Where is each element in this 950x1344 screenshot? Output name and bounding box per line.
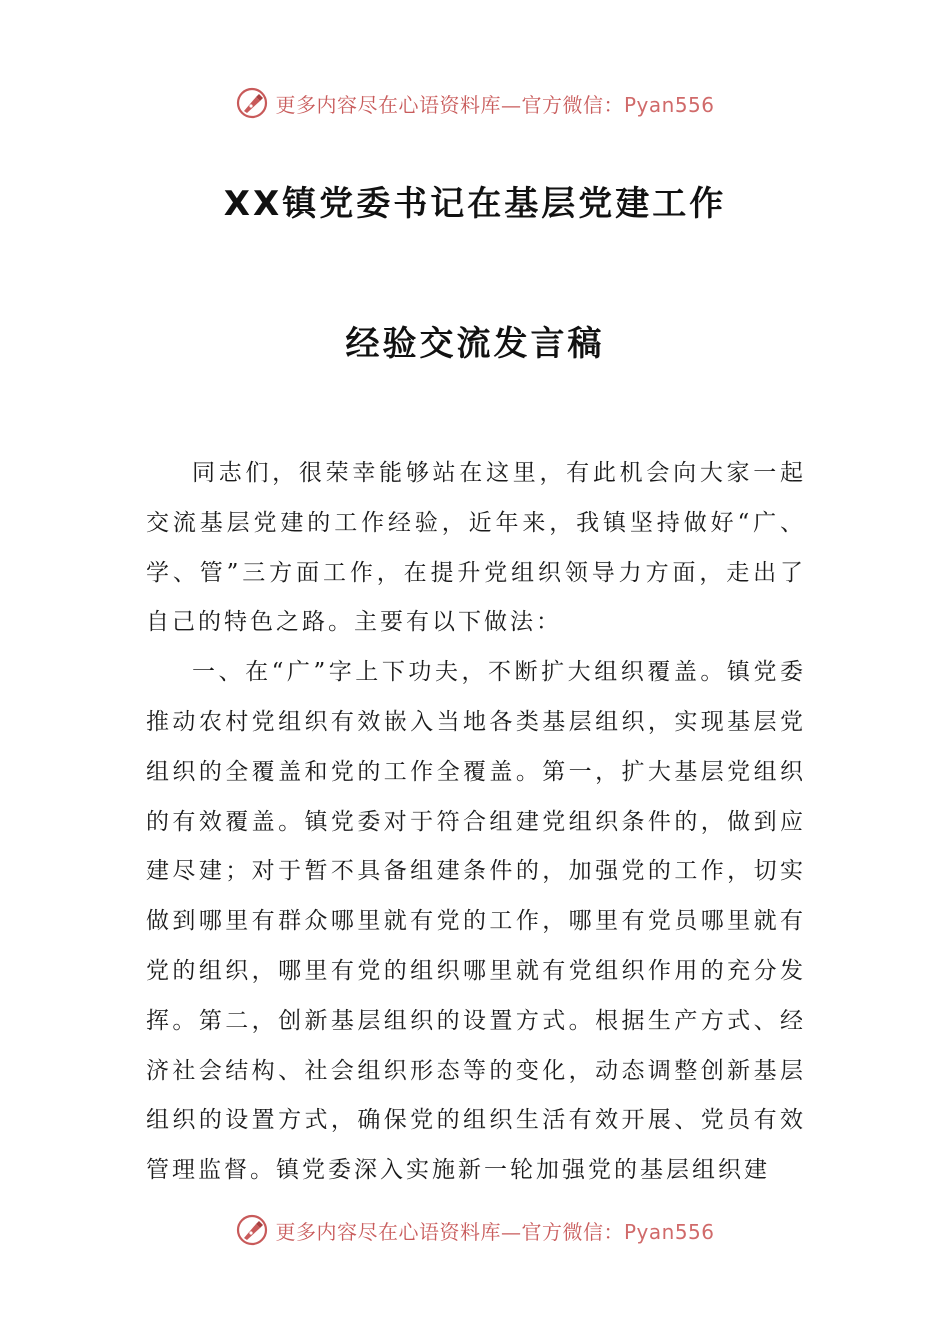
document-body bbox=[146, 449, 806, 1196]
watermark-text bbox=[275, 1216, 714, 1245]
header-watermark-banner bbox=[0, 83, 950, 123]
footer-watermark-banner bbox=[0, 1210, 950, 1250]
pen-nib-logo-icon bbox=[235, 1213, 269, 1247]
document-title-line-1: XX镇党委书记在基层党建工作 bbox=[223, 184, 727, 224]
watermark-wechat-label: 官方微信： bbox=[521, 92, 624, 117]
watermark-wechat-label: 官方微信： bbox=[521, 1219, 624, 1244]
paragraph-section-one: 一、在“广”字上下功夫，不断扩大组织覆盖。镇党委推动农村党组织有效嵌入当地各类基层组织，实现基层党组织的全覆盖和党的工作全覆盖。第一，扩大基层党组织的有效覆盖。镇党委对于符合组建党组织条件的，做到应建尽建；对于暂不具备组建条件的，加强党的工作，切实做到哪里有群众哪里就有党的工作，哪里有党员哪里就有党的组织，哪里有党的组织哪里就有党组织作用的充分发挥。第二，创新基层组织的设置方式。根据生产方式、经济社会结构、社会组织形态等的变化，动态调整创新基层组织的设置方式，确保党的组织生活有效开展、党员有效管理监督。镇党委深入实施新一轮加强党的基层组织建 bbox=[146, 659, 806, 1184]
watermark-site-text: 更多内容尽在心语资料库— bbox=[275, 92, 522, 117]
document-title-line-2: 经验交流发言稿 bbox=[345, 324, 605, 364]
watermark-wechat-id: Pyan556 bbox=[623, 92, 715, 117]
pen-nib-logo-icon bbox=[235, 86, 269, 120]
paragraph-intro: 同志们，很荣幸能够站在这里，有此机会向大家一起交流基层党建的工作经验，近年来，我镇坚持做好“广、学、管”三方面工作，在提升党组织领导力方面，走出了自己的特色之路。主要有以下做法： bbox=[146, 460, 806, 636]
watermark-wechat-id: Pyan556 bbox=[623, 1219, 715, 1244]
watermark-text bbox=[275, 89, 714, 118]
watermark-site-text: 更多内容尽在心语资料库— bbox=[275, 1219, 522, 1244]
